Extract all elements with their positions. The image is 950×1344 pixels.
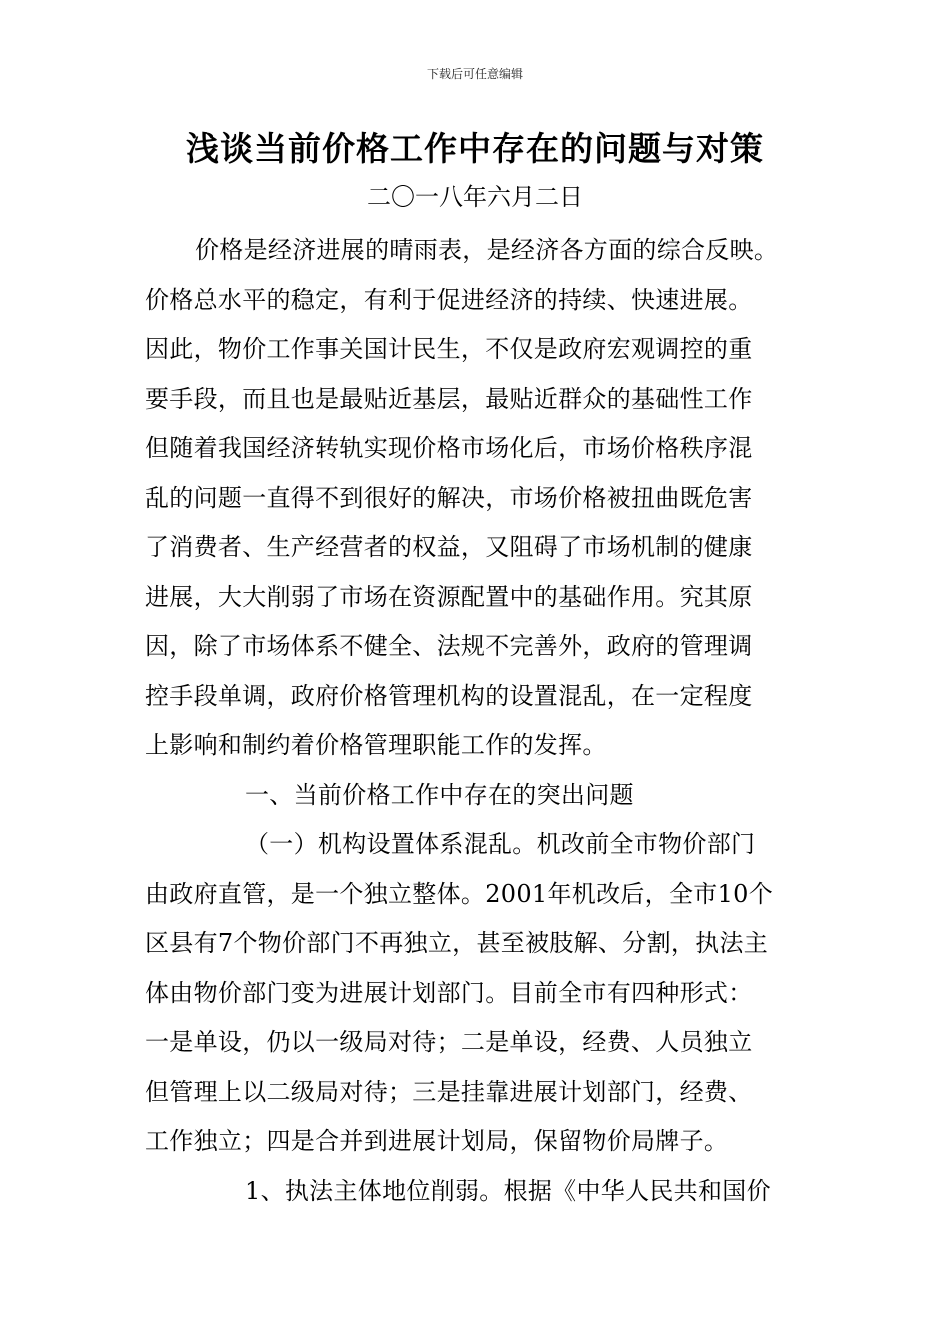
body-line: 工作独立；四是合并到进展计划局，保留物价局牌子。: [145, 1127, 729, 1155]
header-note: 下载后可任意编辑: [426, 67, 523, 81]
body-line: 一、当前价格工作中存在的突出问题: [245, 780, 634, 809]
body-line: 区县有7个物价部门不再独立，甚至被肢解、分割，执法主: [145, 929, 769, 957]
body-line: 价格是经济进展的晴雨表，是经济各方面的综合反映。: [195, 236, 779, 264]
body-line: 体由物价部门变为进展计划部门。目前全市有四种形式：: [145, 978, 753, 1007]
body-line: 上影响和制约着价格管理职能工作的发挥。: [145, 731, 607, 759]
document-title: 浅谈当前价格工作中存在的问题与对策: [186, 129, 764, 168]
body-line: 因，除了市场体系不健全、法规不完善外，政府的管理调: [145, 632, 753, 660]
body-line: 乱的问题一直得不到很好的解决，市场价格被扭曲既危害: [145, 483, 753, 512]
body-line: 了消费者、生产经营者的权益，又阻碍了市场机制的健康: [145, 533, 753, 561]
document-date: 二〇一八年六月二日: [367, 183, 583, 211]
body-line: （一）机构设置体系混乱。机改前全市物价部门: [245, 830, 756, 858]
body-line: 控手段单调，政府价格管理机构的设置混乱，在一定程度: [145, 681, 753, 710]
body-line: 一是单设，仍以一级局对待；二是单设，经费、人员独立: [145, 1028, 753, 1056]
body-line: 但管理上以二级局对待；三是挂靠进展计划部门，经费、: [145, 1077, 753, 1106]
body-line: 要手段，而且也是最贴近基层，最贴近群众的基础性工作: [145, 384, 753, 413]
body-line: 价格总水平的稳定，有利于促进经济的持续、快速进展。: [145, 285, 753, 314]
body-line: 1、执法主体地位削弱。根据《中华人民共和国价: [245, 1176, 771, 1205]
body-line: 但随着我国经济转轨实现价格市场化后，市场价格秩序混: [145, 434, 753, 462]
body-line: 因此，物价工作事关国计民生，不仅是政府宏观调控的重: [145, 335, 753, 363]
body-line: 由政府直管，是一个独立整体。2001年机改后，全市10个: [145, 879, 774, 908]
body-text: [145, 226, 825, 1216]
body-line: 进展，大大削弱了市场在资源配置中的基础作用。究其原: [145, 582, 753, 611]
